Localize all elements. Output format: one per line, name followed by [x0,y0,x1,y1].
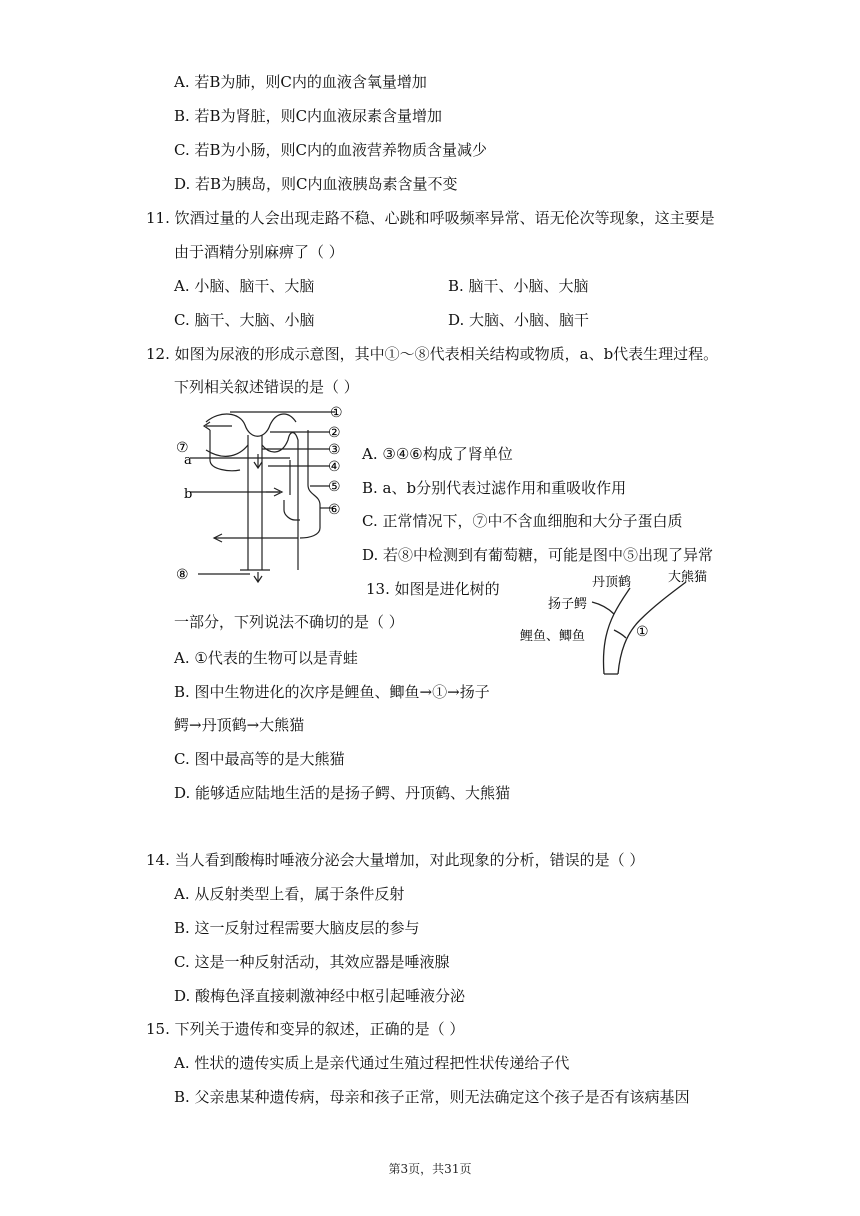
q15-option-b: B. 父亲患某种遗传病，母亲和孩子正常，则无法确定这个孩子是否有该病基因 [174,1088,690,1106]
tree-label-fish: 鲤鱼、鲫鱼 [520,629,586,644]
tree-label-node-1: ① [636,624,649,640]
evolution-tree-diagram [518,568,718,680]
fig12-label-a: a [184,453,192,468]
q15-option-a: A. 性状的遗传实质上是亲代通过生殖过程把性状传递给子代 [174,1054,570,1072]
fig12-label-1: ① [330,405,343,421]
q15-stem: 15. 下列关于遗传和变异的叙述，正确的是（ ） [146,1020,465,1038]
fig12-label-2: ② [328,425,341,441]
q12-stem-line1: 12. 如图为尿液的形成示意图，其中①～⑧代表相关结构或物质，a、b代表生理过程。 [146,345,719,363]
q12-option-c: C. 正常情况下，⑦中不含血细胞和大分子蛋白质 [362,512,683,530]
q13-option-b-line1: B. 图中生物进化的次序是鲤鱼、鲫鱼→①→扬子 [174,683,490,701]
q11-option-b: B. 脑干、小脑、大脑 [448,277,589,295]
q14-option-d: D. 酸梅色泽直接刺激神经中枢引起唾液分泌 [174,987,466,1005]
q14-option-a: A. 从反射类型上看，属于条件反射 [174,885,405,903]
q13-option-c: C. 图中最高等的是大熊猫 [174,750,345,768]
tree-label-crane: 丹顶鹤 [592,575,632,590]
q12-option-d: D. 若⑧中检测到有葡萄糖，可能是图中⑤出现了异常 [362,546,714,564]
q14-option-b: B. 这一反射过程需要大脑皮层的参与 [174,919,420,937]
q11-option-c: C. 脑干、大脑、小脑 [174,311,315,329]
fig12-label-b: b [184,487,193,502]
q10-option-d: D. 若B为胰岛，则C内血液胰岛素含量不变 [174,175,458,193]
q11-stem-line2: 由于酒精分别麻痹了（ ） [174,243,344,261]
q10-option-b: B. 若B为肾脏，则C内血液尿素含量增加 [174,107,443,125]
fig12-label-6: ⑥ [328,502,341,518]
tree-label-panda: 大熊猫 [668,570,708,585]
fig12-label-7: ⑦ [176,440,189,456]
q14-option-c: C. 这是一种反射活动，其效应器是唾液腺 [174,953,450,971]
urine-formation-diagram [170,400,355,590]
q12-option-b: B. a、b分别代表过滤作用和重吸收作用 [362,479,627,497]
q11-option-d: D. 大脑、小脑、脑干 [448,311,590,329]
q10-option-a: A. 若B为肺，则C内的血液含氧量增加 [174,73,427,91]
q13-stem-line2: 一部分，下列说法不确切的是（ ） [174,613,404,631]
tree-label-alligator: 扬子鳄 [548,597,588,612]
q14-stem: 14. 当人看到酸梅时唾液分泌会大量增加，对此现象的分析，错误的是（ ） [146,851,645,869]
q13-option-b-line2: 鳄→丹顶鹤→大熊猫 [174,716,305,734]
q10-option-c: C. 若B为小肠，则C内的血液营养物质含量减少 [174,141,487,159]
q11-stem-line1: 11. 饮酒过量的人会出现走路不稳、心跳和呼吸频率异常、语无伦次等现象，这主要是 [146,209,715,227]
q12-option-a: A. ③④⑥构成了肾单位 [362,445,513,463]
fig12-label-5: ⑤ [328,479,341,495]
q13-option-d: D. 能够适应陆地生活的是扬子鳄、丹顶鹤、大熊猫 [174,784,511,802]
q13-option-a: A. ①代表的生物可以是青蛙 [174,649,358,667]
fig12-label-3: ③ [328,442,341,458]
q13-stem-line1: 13. 如图是进化树的 [366,580,500,598]
fig12-label-8: ⑧ [176,567,189,583]
fig12-label-4: ④ [328,459,341,475]
q12-stem-line2: 下列相关叙述错误的是（ ） [174,378,359,396]
page-footer: 第3页，共31页 [388,1162,472,1176]
q11-option-a: A. 小脑、脑干、大脑 [174,277,315,295]
